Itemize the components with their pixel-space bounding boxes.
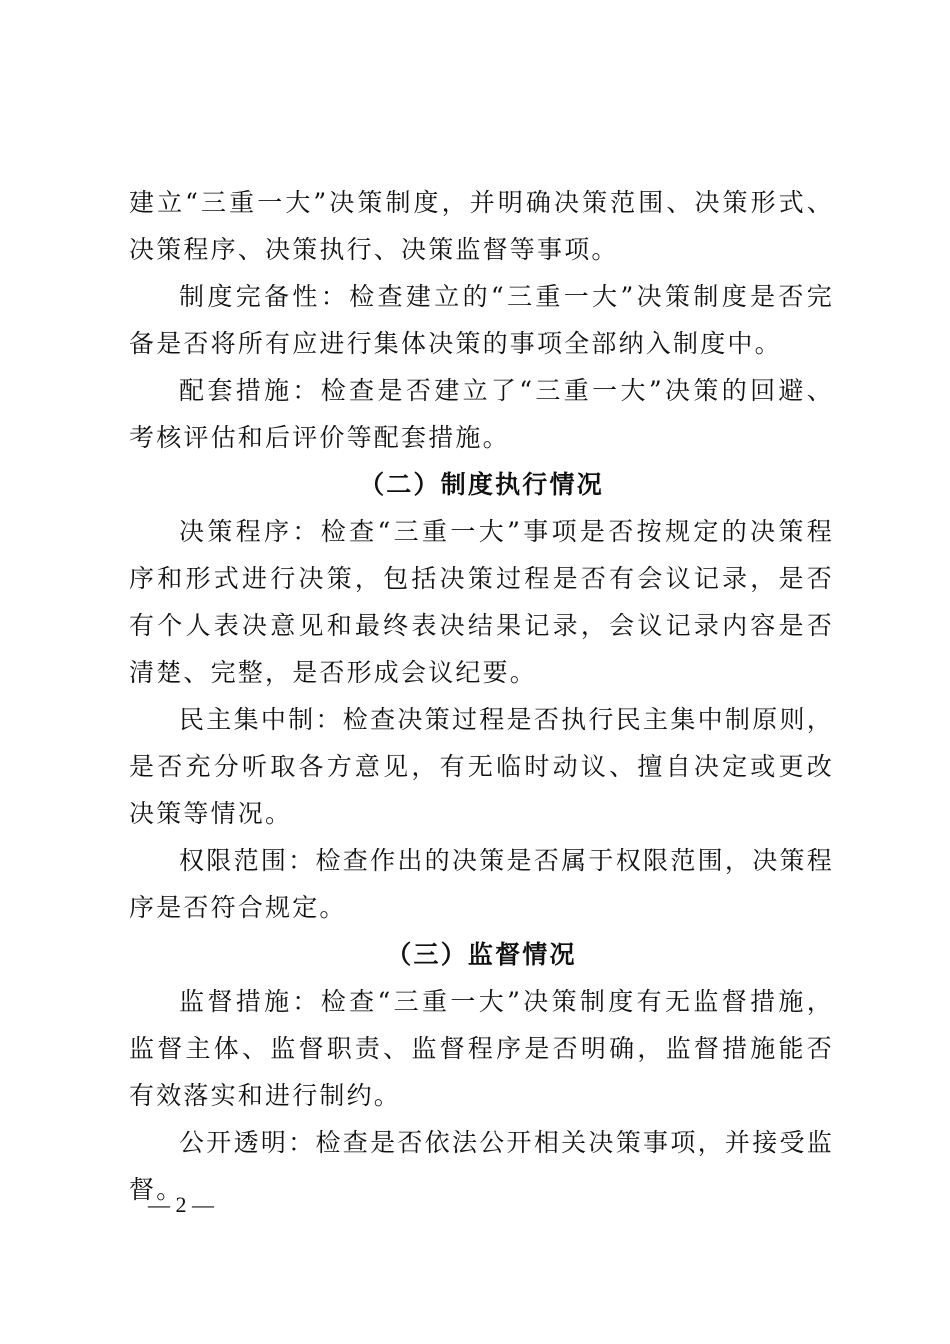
document-body [129,179,834,1213]
paragraph-supporting-measures: 配套措施：检查是否建立了“三重一大”决策的回避、考核评估和后评价等配套措施。 [129,376,834,452]
paragraph-decision-system: 建立“三重一大”决策制度，并明确决策范围、决策形式、决策程序、决策执行、决策监督等事项。 [129,188,834,264]
paragraph-decision-procedure: 决策程序：检查“三重一大”事项是否按规定的决策程序和形式进行决策，包括决策过程是否有会议记录，是否有个人表决意见和最终表决结果记录，会议记录内容是否清楚、完整，是否形成会议纪要。 [129,517,834,687]
page-number: — 2 — [148,1192,214,1217]
paragraph-authority-scope: 权限范围：检查作出的决策是否属于权限范围，决策程序是否符合规定。 [129,846,834,922]
paragraph-transparency: 公开透明：检查是否依法公开相关决策事项，并接受监督。 [129,1128,834,1204]
section-heading-supervision: （三）监督情况 [386,940,577,969]
section-heading-execution: （二）制度执行情况 [359,470,604,499]
paragraph-democratic-centralism: 民主集中制：检查决策过程是否执行民主集中制原则，是否充分听取各方意见，有无临时动议、擅自决定或更改决策等情况。 [129,705,834,828]
paragraph-supervision-measures: 监督措施：检查“三重一大”决策制度有无监督措施，监督主体、监督职责、监督程序是否明确，监督措施能否有效落实和进行制约。 [129,987,834,1110]
paragraph-system-completeness: 制度完备性：检查建立的“三重一大”决策制度是否完备是否将所有应进行集体决策的事项全部纳入制度中。 [129,282,834,358]
